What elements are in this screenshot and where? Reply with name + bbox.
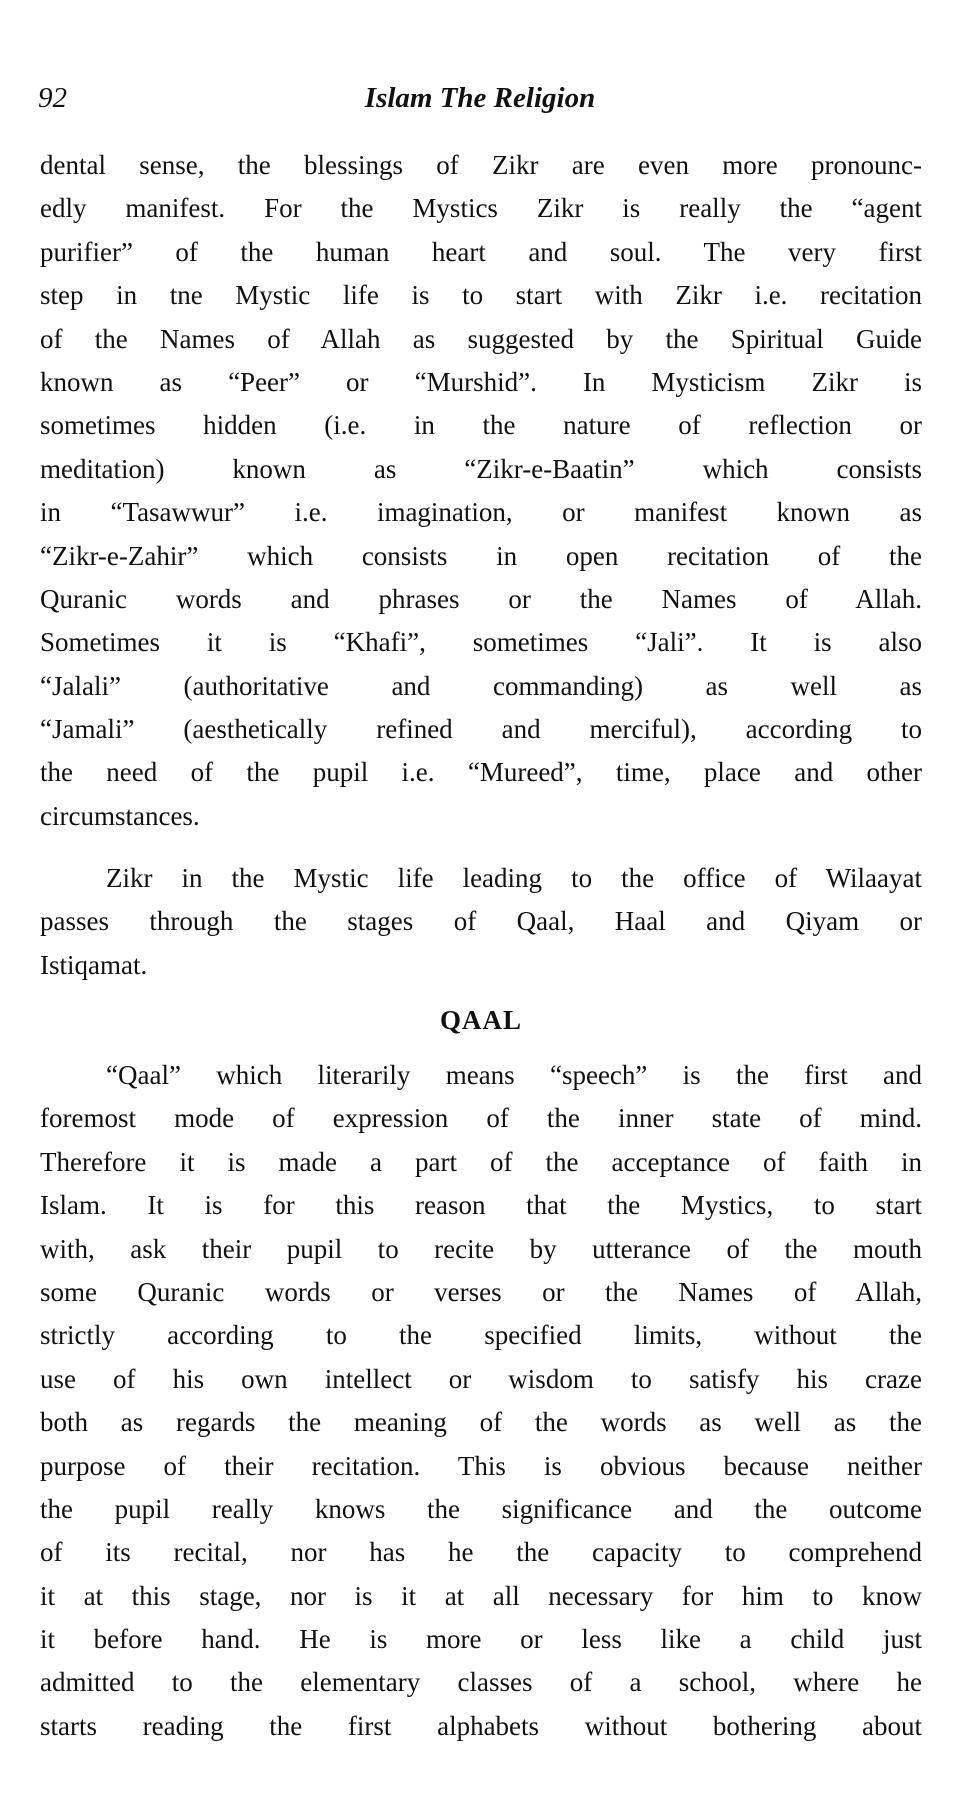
text-line: Zikr in the Mystic life leading to the office of Wilaayat	[106, 863, 922, 893]
text-line: of its recital, nor has he the capacity to comprehend	[40, 1537, 922, 1568]
text-line: purifier” of the human heart and soul. The very first	[40, 236, 922, 267]
text-line: known as “Peer” or “Murshid”. In Mysticism Zikr is	[40, 366, 922, 397]
text-line: of the Names of Allah as suggested by the Spiritual Guide	[40, 323, 922, 354]
paragraph-zikr-stages	[40, 857, 922, 987]
text-line: purpose of their recitation. This is obvious because neither	[40, 1450, 922, 1481]
paragraph-qaal	[40, 1054, 922, 1748]
text-line: starts reading the first alphabets without bothering about	[40, 1710, 922, 1741]
text-line: some Quranic words or verses or the Names of Allah,	[40, 1276, 922, 1307]
text-line: Sometimes it is “Khafi”, sometimes “Jali”. It is also	[40, 627, 922, 658]
text-line: “Jalali” (authoritative and commanding) as well as	[40, 670, 922, 701]
running-header	[38, 78, 922, 118]
text-line: foremost mode of expression of the inner state of mind.	[40, 1103, 922, 1134]
paragraph-zikr-mystics	[40, 144, 922, 838]
text-line: the need of the pupil i.e. “Mureed”, time, place and other	[40, 757, 922, 788]
text-line: both as regards the meaning of the words as well as the	[40, 1407, 922, 1438]
text-line: meditation) known as “Zikr-e-Baatin” which consists	[40, 453, 922, 484]
text-line: the pupil really knows the significance and the outcome	[40, 1493, 922, 1524]
text-line: dental sense, the blessings of Zikr are even more pronounc-	[40, 150, 922, 180]
text-line: passes through the stages of Qaal, Haal and Qiyam or	[40, 906, 922, 937]
page-number: 92	[38, 82, 67, 114]
text-line: Islam. It is for this reason that the Mystics, to start	[40, 1190, 922, 1221]
section-heading-qaal: QAAL	[439, 1005, 522, 1035]
text-line: Quranic words and phrases or the Names of Allah.	[40, 583, 922, 614]
text-line: admitted to the elementary classes of a school, where he	[40, 1667, 922, 1698]
text-line: “Qaal” which literarily means “speech” is the first and	[106, 1060, 922, 1090]
text-line: step in tne Mystic life is to start with Zikr i.e. recitation	[40, 280, 922, 311]
running-title: Islam The Religion	[364, 82, 596, 114]
text-line: it before hand. He is more or less like a child just	[40, 1624, 922, 1655]
text-line: sometimes hidden (i.e. in the nature of reflection or	[40, 410, 922, 441]
text-line: “Jamali” (aesthetically refined and merciful), according to	[40, 714, 922, 745]
text-line: circumstances.	[40, 800, 200, 831]
text-line: use of his own intellect or wisdom to satisfy his craze	[40, 1363, 922, 1394]
text-line: Istiqamat.	[40, 949, 148, 980]
text-line: “Zikr-e-Zahir” which consists in open recitation of the	[40, 540, 922, 571]
text-line: in “Tasawwur” i.e. imagination, or manifest known as	[40, 497, 922, 528]
text-line: with, ask their pupil to recite by utterance of the mouth	[40, 1233, 922, 1264]
text-line: Therefore it is made a part of the acceptance of faith in	[40, 1146, 922, 1177]
text-line: it at this stage, nor is it at all necessary for him to know	[40, 1580, 922, 1611]
text-line: strictly according to the specified limits, without the	[40, 1320, 922, 1351]
text-line: edly manifest. For the Mystics Zikr is really the “agent	[40, 193, 922, 224]
